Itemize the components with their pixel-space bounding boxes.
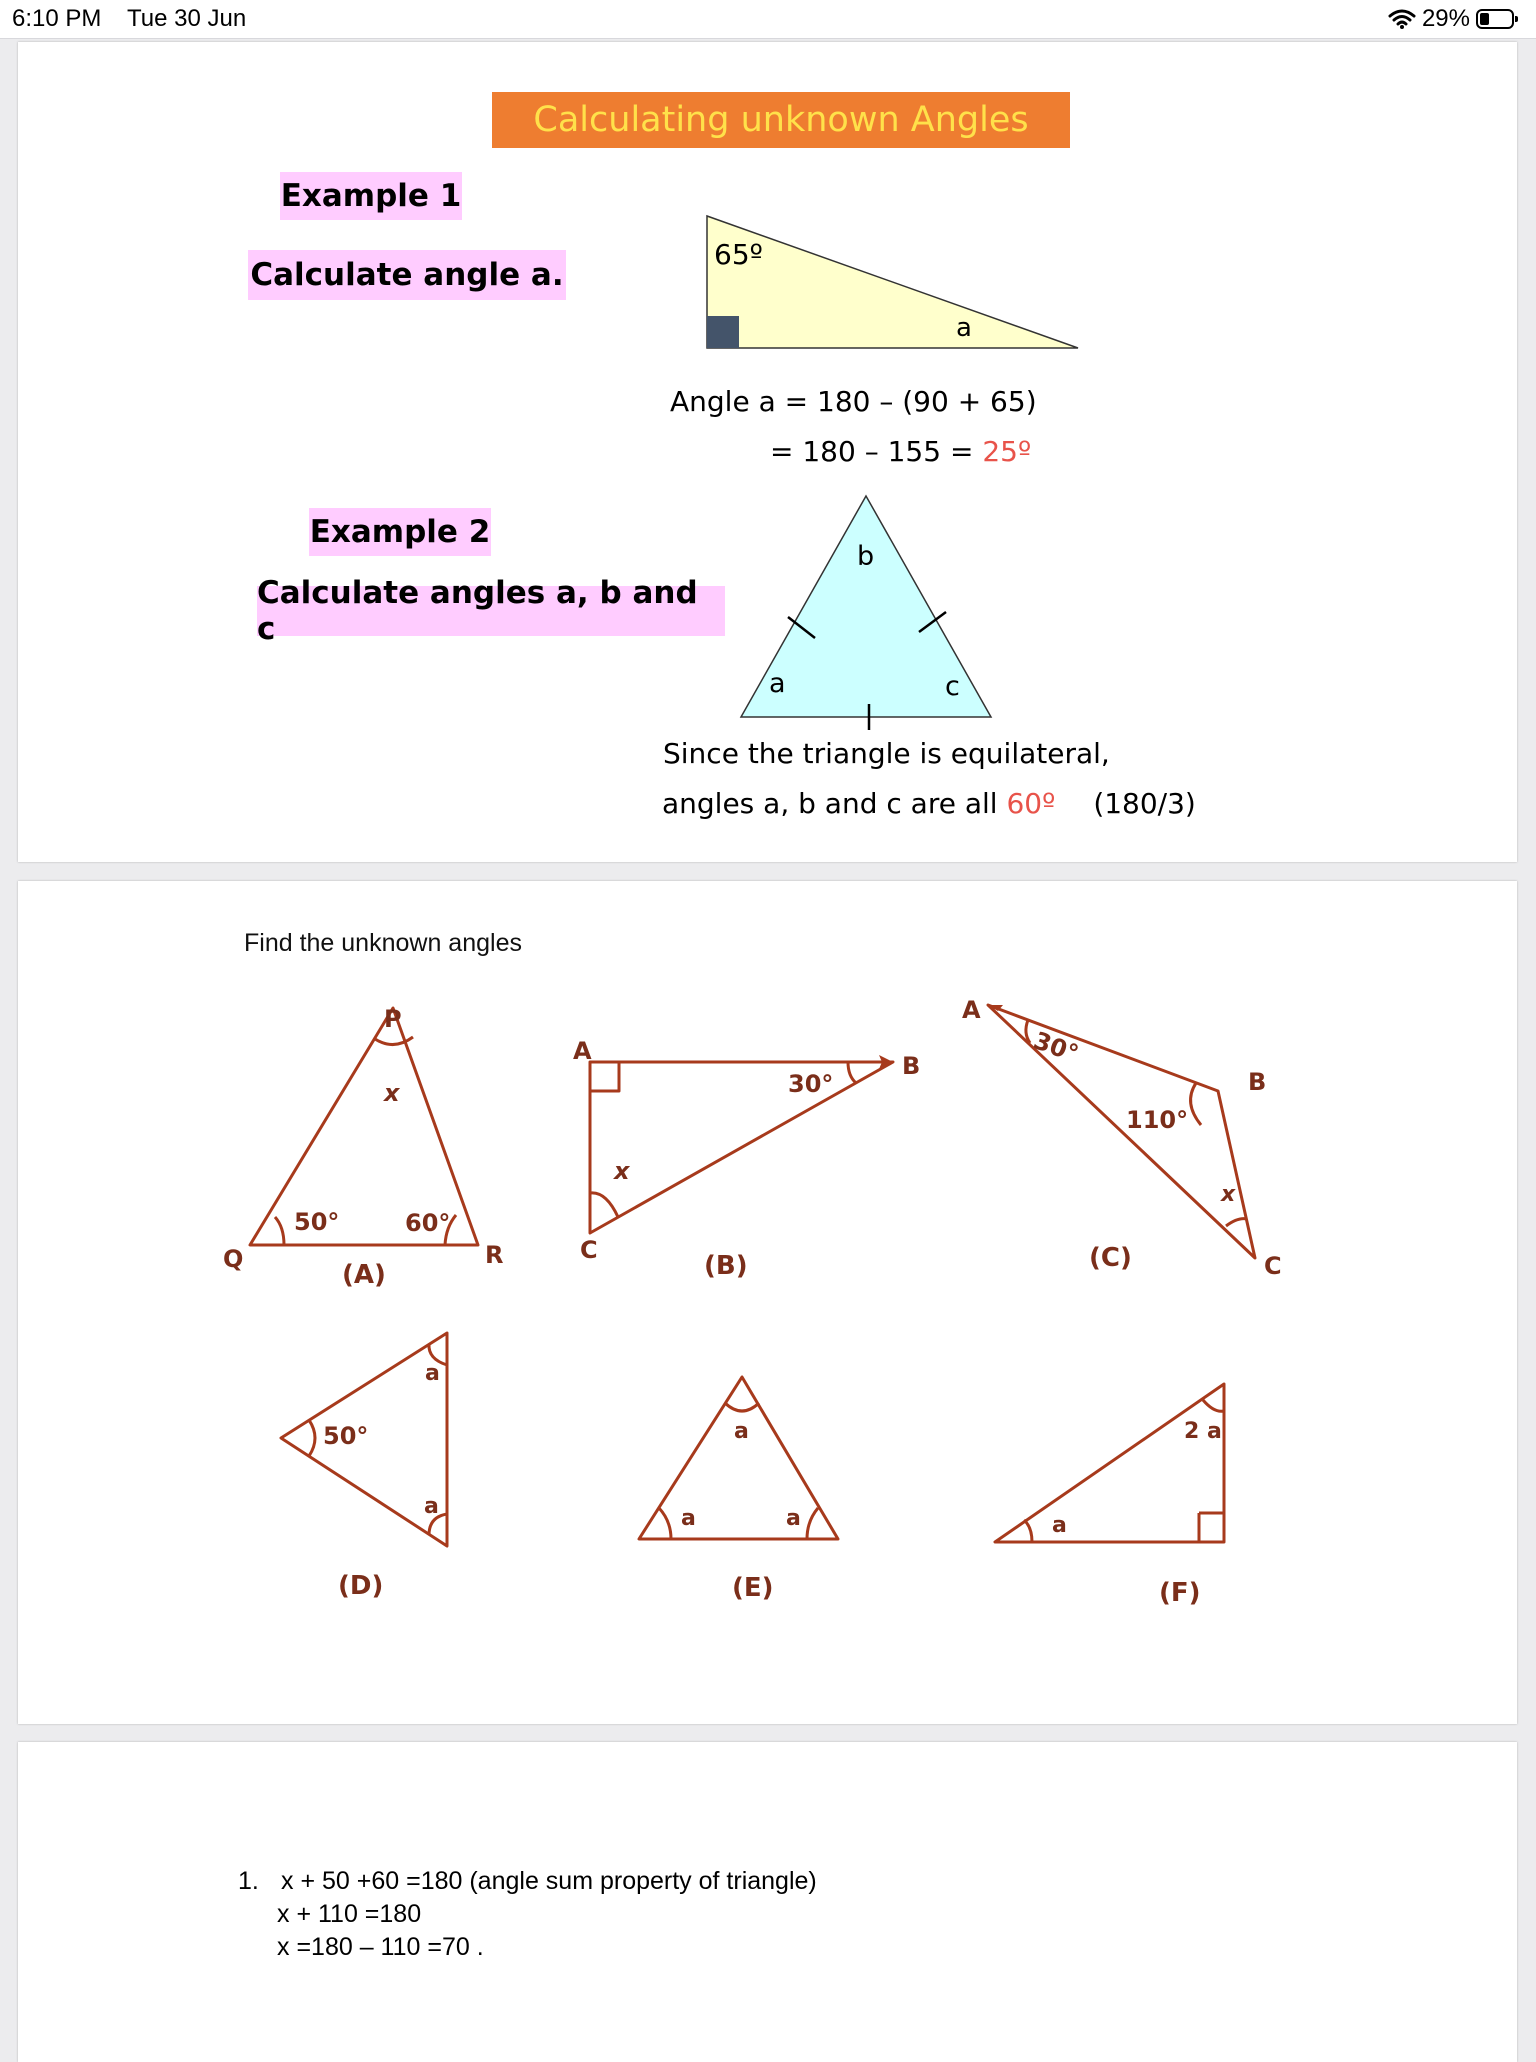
status-date: Tue 30 Jun (127, 5, 247, 32)
label-E-a3: a (786, 1506, 801, 1531)
example2-label: Example 2 (309, 508, 491, 556)
angle-65-label: 65º (714, 238, 763, 271)
label-F-2a: 2 a (1184, 1419, 1222, 1444)
example1-line2-prefix: = 180 – 155 = (770, 435, 983, 468)
example2-line2 (662, 787, 1196, 820)
example1-prompt: Calculate angle a. (248, 250, 566, 300)
label-D-a1: a (425, 1361, 440, 1386)
battery-percent: 29% (1421, 5, 1470, 32)
label-B-B: B (902, 1052, 921, 1080)
exercise-triangles (18, 881, 1517, 1724)
example2-equilateral-triangle (733, 492, 1003, 772)
wifi-icon (1388, 8, 1416, 30)
caption-A: (A) (342, 1260, 386, 1290)
example1-line2 (770, 435, 1031, 468)
label-C-B: B (1248, 1068, 1267, 1096)
triangle-B-right-angle (590, 1062, 619, 1091)
example2-line2-prefix: angles a, b and c are all (662, 787, 1007, 820)
label-A-50: 50° (294, 1208, 340, 1236)
caption-E: (E) (732, 1573, 774, 1603)
triangle-C-arc-a (1026, 1020, 1030, 1043)
label-B-C: C (580, 1236, 598, 1264)
label-A-R: R (485, 1241, 504, 1269)
caption-F: (F) (1159, 1578, 1201, 1608)
angle-c-label: c (945, 671, 960, 702)
label-D-a2: a (424, 1494, 439, 1519)
label-A-60: 60° (405, 1209, 451, 1237)
triangle-A-arc-q (275, 1217, 284, 1245)
yellow-triangle (707, 216, 1078, 348)
battery-icon (1476, 9, 1514, 29)
triangle-E-arc-left (659, 1508, 671, 1539)
triangle-E (639, 1377, 838, 1539)
solution-number: 1. (238, 1867, 259, 1895)
status-time: 6:10 PM (12, 5, 102, 32)
triangle-F (995, 1384, 1224, 1542)
triangle-C (988, 1005, 1255, 1258)
triangle-E-arc-right (807, 1508, 818, 1539)
label-F-a: a (1052, 1513, 1067, 1538)
label-A-x: x (384, 1079, 400, 1107)
solution-line-2: x + 110 =180 (277, 1900, 422, 1928)
triangle-F-arc-bottom (1024, 1520, 1032, 1542)
triangle-B-arc-b (848, 1062, 856, 1083)
caption-D: (D) (338, 1571, 384, 1601)
example2-line2-suffix: (180/3) (1093, 787, 1196, 820)
document-page-2 (18, 881, 1517, 1724)
label-B-A: A (573, 1037, 592, 1065)
label-A-P: P (384, 1005, 402, 1033)
angle-b-label: b (857, 541, 875, 572)
battery-fill (1480, 13, 1489, 25)
label-C-x: x (1221, 1182, 1236, 1207)
example1-label: Example 1 (280, 172, 462, 220)
exercise-heading: Find the unknown angles (244, 929, 522, 957)
triangle-F-arc-top (1203, 1400, 1224, 1411)
example2-prompt: Calculate angles a, b and c (257, 586, 725, 636)
label-C-110: 110° (1126, 1106, 1189, 1134)
status-bar (0, 0, 1536, 39)
triangle-B-arc-c (590, 1193, 618, 1217)
label-C-30: 30° (1029, 1026, 1083, 1069)
triangle-A-arc-p (375, 1037, 413, 1045)
label-D-50: 50° (323, 1422, 369, 1450)
triangle-E-arc-top (725, 1403, 759, 1411)
label-B-x: x (614, 1157, 630, 1185)
example2-answer: 60º (1006, 787, 1056, 820)
page-title: Calculating unknown Angles (492, 92, 1070, 148)
example1-line1: Angle a = 180 – (90 + 65) (670, 385, 1037, 418)
angle-a-label-2: a (769, 668, 786, 699)
caption-C: (C) (1089, 1243, 1132, 1273)
document-page-3 (18, 1742, 1517, 2062)
angle-a-label: a (956, 313, 972, 343)
example1-right-triangle (678, 212, 1088, 362)
triangle-C-arc-b (1191, 1083, 1201, 1125)
solution-line-3: x =180 – 110 =70 . (277, 1933, 484, 1961)
right-angle-marker (707, 316, 739, 348)
triangle-B (590, 1062, 893, 1233)
document-page-1 (18, 42, 1517, 862)
battery-nub (1515, 16, 1518, 22)
example1-answer: 25º (982, 435, 1032, 468)
caption-B: (B) (704, 1251, 748, 1281)
triangle-D-arc-apex (309, 1420, 315, 1456)
example2-line1: Since the triangle is equilateral, (663, 737, 1110, 770)
label-C-C: C (1264, 1252, 1282, 1280)
solution-line-1: x + 50 +60 =180 (angle sum property of triangle) (281, 1867, 817, 1895)
label-E-a2: a (681, 1506, 696, 1531)
label-E-a1: a (734, 1419, 749, 1444)
label-B-30: 30° (788, 1070, 834, 1098)
label-C-A: A (962, 996, 981, 1024)
label-A-Q: Q (223, 1245, 244, 1273)
triangle-C-arc-c (1226, 1219, 1247, 1226)
status-right (1388, 5, 1514, 33)
